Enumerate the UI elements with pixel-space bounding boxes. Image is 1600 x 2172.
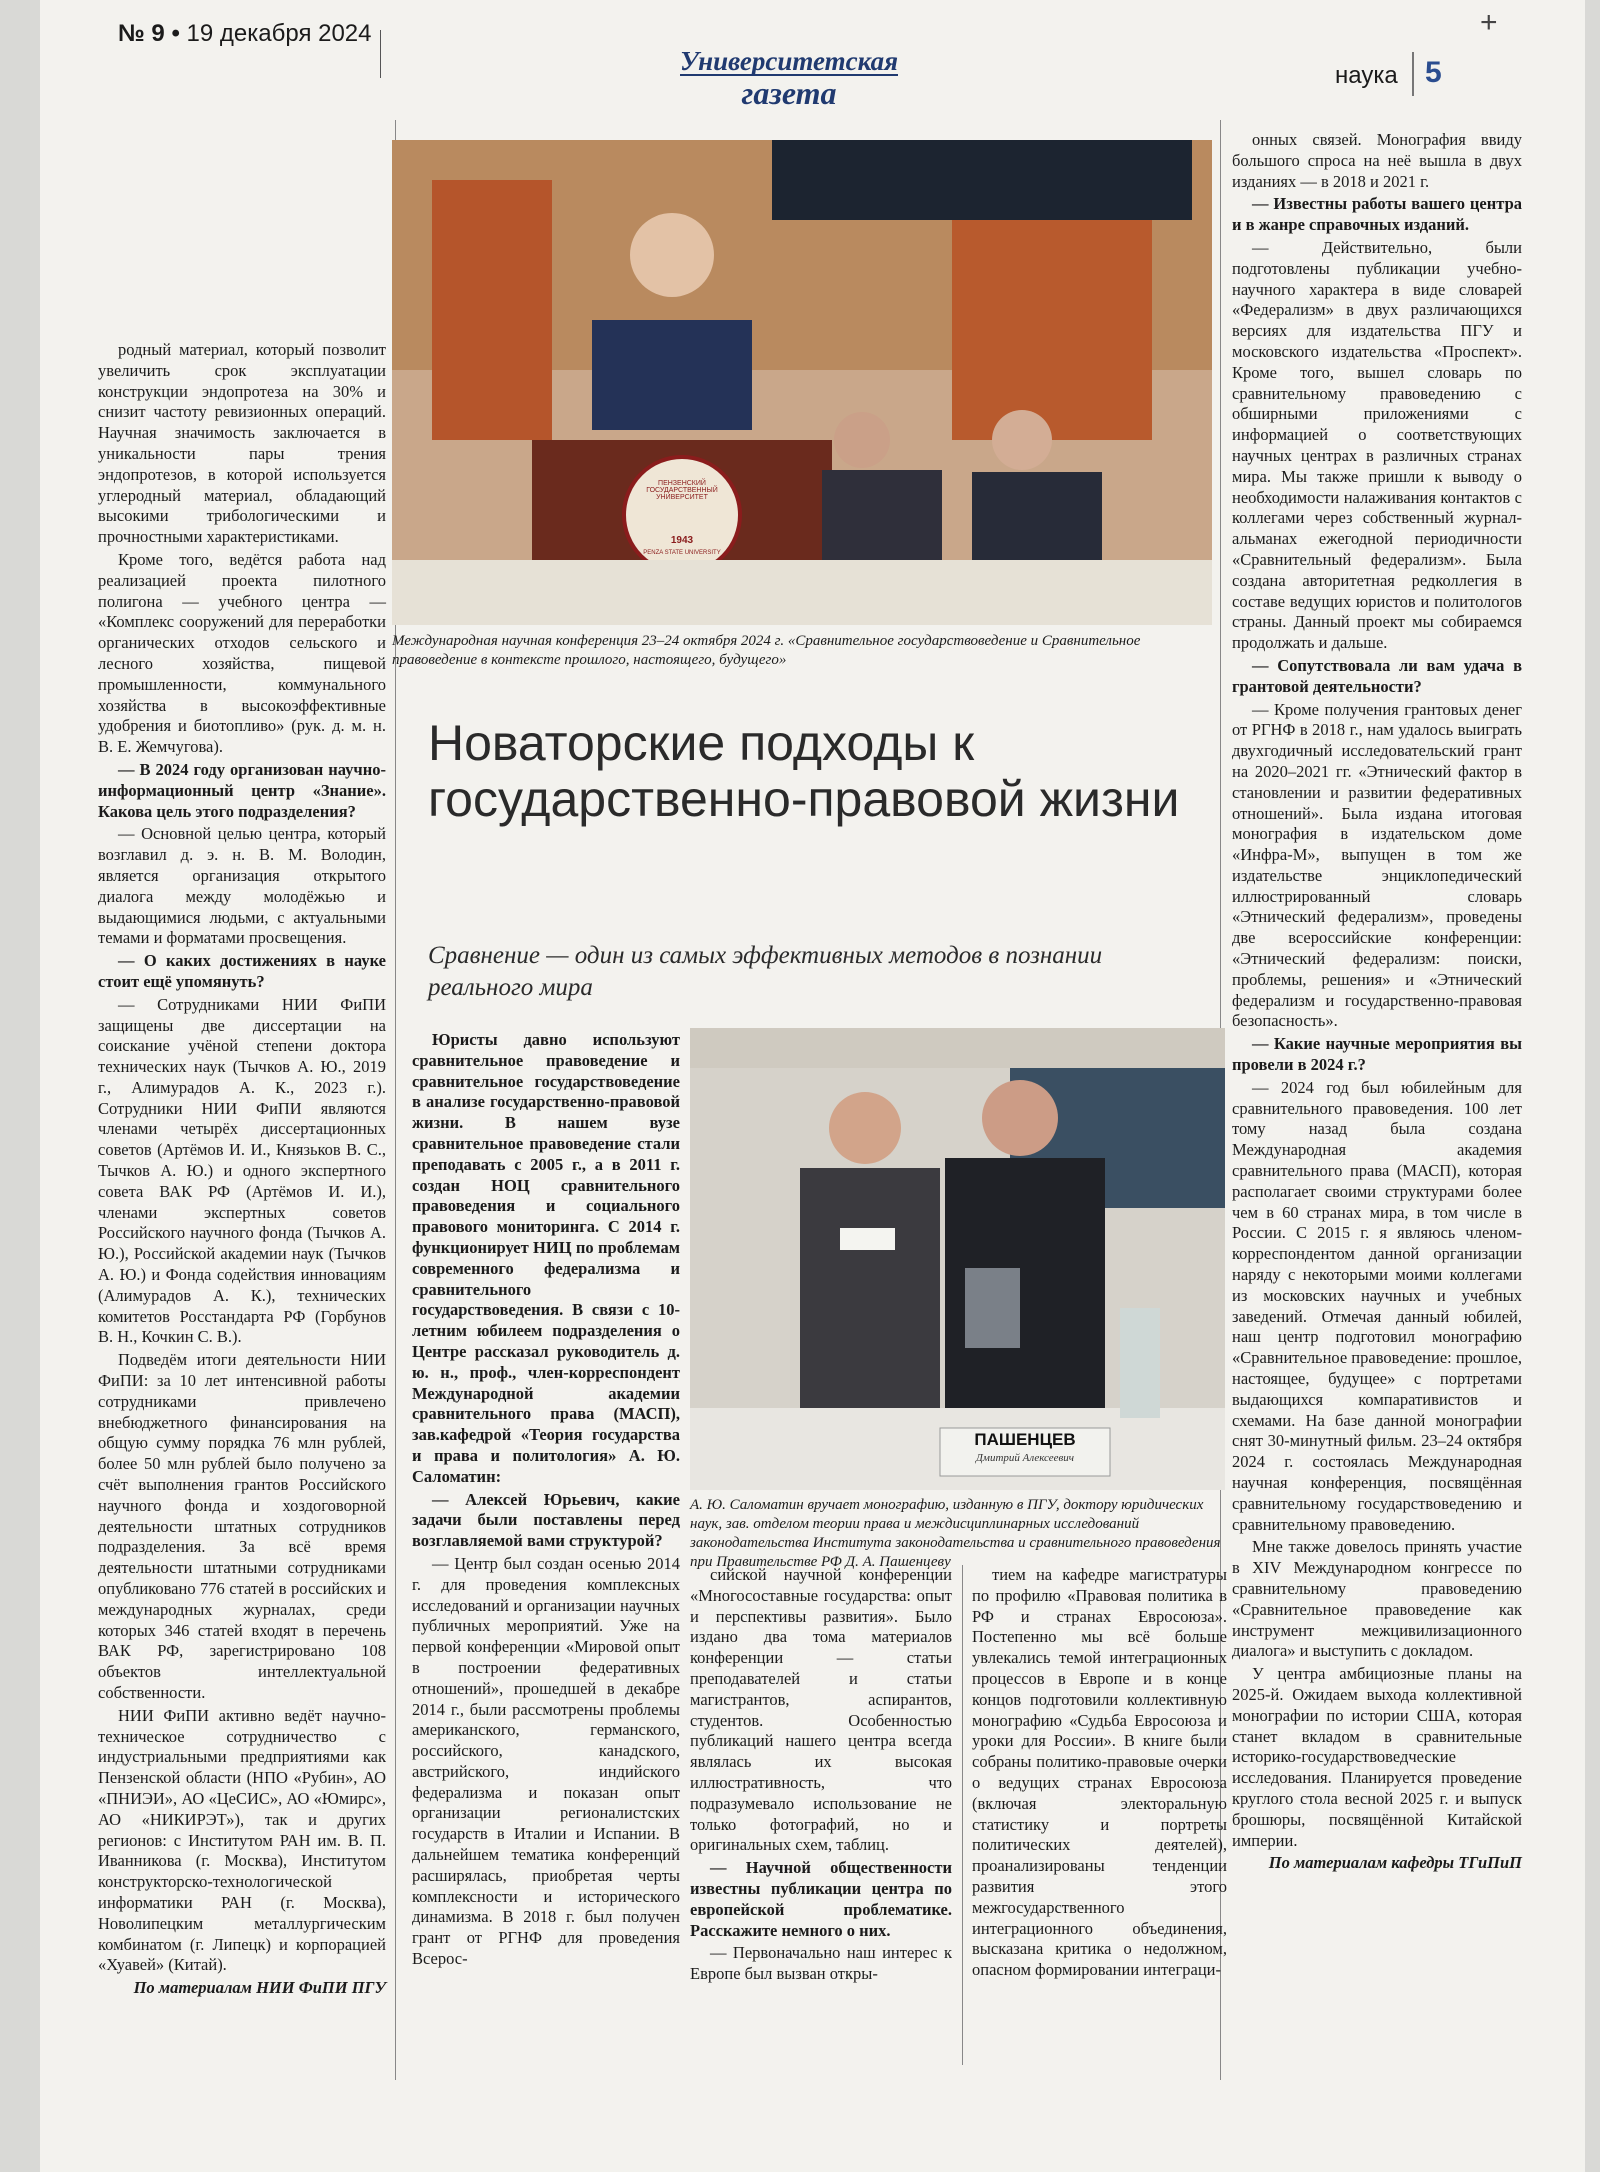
plus-mark-icon: + (1480, 6, 1498, 39)
header-divider (380, 30, 381, 78)
paragraph: — Действительно, были подготовлены публикации учебно-научного характера в виде словарей «Федерализм» в двух различающихся версиях для издательства ПГУ и московского издательства «Проспект». Кроме того, вышел словарь по сравнительному правоведению с обширными приложениями с информацией о соответствующих научных центрах в различных странах мира. Мы также пришли к выводу о необходимости налаживания контактов с коллегами через собственный журнал-альманах ежегодной периодичности «Сравнительный федерализм». Была создана авторитетная редколлегия в составе ведущих юристов и политологов страны. Данный проект мы собираемся продолжать и дальше. (1232, 237, 1522, 653)
nameplate-surname: ПАШЕНЦЕВ (974, 1430, 1076, 1449)
paragraph: сийской научной конференции «Многосоставные государства: опыт и перспективы развития». Было издано два тома материалов конференции — статьи преподавателей и статьи магистрантов, аспирантов, студентов. Особенностью публикаций нашего центра всегда являлась их высокая иллюстративность, что подразумевало использование не только фотографий, но и оригинальных схем, таблиц. (690, 1565, 952, 1855)
conference-photo (392, 140, 1212, 625)
column-divider (962, 1565, 963, 2065)
masthead-line1: Университетская (680, 46, 899, 76)
paragraph: — Центр был создан осенью 2014 г. для проведения комплексных исследований и организации научных публичных мероприятий. Уже на первой конференции «Мировой опыт в построении федеративных отношений», прошедшей в декабре 2014 г., были рассмотрены проблемы американского, германского, российского, канадского, австрийского, индийского федерализма и показан опыт организации регионалистских государств в Италии и Испании. В дальнейшем тематика конференций расширялась, приобретая черты комплексности и исторического динамизма. В 2018 г. был получен грант от РГНФ для проведения Всерос- (412, 1553, 680, 1969)
paragraph: Подведём итоги деятельности НИИ ФиПИ: за 10 лет интенсивной работы сотрудниками привлечено внебюджетного финансирования на общую сумму порядка 76 млн рублей, более 50 млн рублей было получено за счёт выполнения грантов Российского научного фонда и хоздоговорной деятельности штатных сотрудников подразделения. За всё время деятельности штатными сотрудниками опубликовано 776 статей в российских и международных журналах, среди которых 346 статей входят в перечень ВАК РФ, зарегистрировано 108 объектов интеллектуальной собственности. (98, 1350, 386, 1702)
seal-english: PENZA STATE UNIVERSITY (643, 550, 721, 556)
left-column (98, 340, 386, 2001)
issue-header (118, 20, 372, 48)
masthead (680, 46, 899, 111)
paragraph: родный материал, который позволит увеличить срок эксплуатации конструкции эндопротеза на 30% и снизит частоту ревизионных операций. Научная значимость заключается в уникальности пары трения эндопротезов, в которой используется углеродный материал, обладающий высокими трибологическими и прочностными характеристиками. (98, 340, 386, 547)
paragraph: — Известны работы вашего центра и в жанре справочных изданий. (1232, 194, 1522, 235)
seal-title: ПЕНЗЕНСКИЙ ГОСУДАРСТВЕННЫЙ УНИВЕРСИТЕТ (646, 480, 718, 501)
paragraph: — Сотрудниками НИИ ФиПИ защищены две диссертации на соискание учёной степени доктора технических наук (Тычков А. Ю., 2019 г., Алимурадов А. К., 2023 г.). Сотрудники НИИ ФиПИ являются членами четырёх диссертационных советов (Артёмов И. И., Князьков В. С., Тычков А. Ю.) и одного экспертного совета ВАК РФ (Артёмов И. И.), членами экспертных советов Российского научного фонда (Тычков А. Ю.), Российской академии наук (Тычков А. Ю.) и Фонда содействия инновациям (Алимурадов А. К.), технических комитетов Росстандарта РФ (Горбунов В. Н., Кочкин С. В.). (98, 994, 386, 1347)
page-number: 5 (1425, 56, 1442, 89)
paragraph: — Сопутствовала ли вам удача в грантовой деятельности? (1232, 655, 1522, 696)
middle-column-a (690, 1565, 952, 1987)
paragraph: — Алексей Юрьевич, какие задачи были поставлены перед возглавляемой вами структурой? (412, 1489, 680, 1551)
paragraph: — 2024 год был юбилейным для сравнительного правоведения. 100 лет тому назад была создана Международная академия сравнительного права (МАСП), которая располагает своими структурами более чем в 60 странах мира, в том числе в России. С 2015 г. я являюсь членом-корреспондентом данной организации наряду с некоторыми моими коллегами из московских научных и учебных заведений. Отмечая данный юбилей, наш центр подготовил монографию «Сравнительное правоведение: прошлое, настоящее, будущее» с портретами выдающихся компаративистов и схемами. На базе данной монографии снят 30-минутный фильм. 23–24 октября 2024 г. состоялась Международная научная конференция, посвящённая сравнительному государствоведению и сравнительному правоведению. (1232, 1077, 1523, 1534)
issue-date: 19 декабря 2024 (186, 20, 372, 47)
intro-column (412, 1030, 680, 1972)
paragraph: Мне также довелось принять участие в XIV Международном конгрессе по сравнительному правоведению «Сравнительное правоведение как инструмент межцивилизационного диалога» и выступить с докладом. (1232, 1537, 1522, 1661)
paragraph: — В 2024 году организован научно-информационный центр «Знание». Какова цель этого подразделения? (98, 759, 386, 821)
paragraph: Кроме того, ведётся работа над реализацией проекта пилотного полигона — учебного центра — «Комплекс сооружений для переработки органических отходов сельского и лесного хозяйства, пищевой промышленности, коммунального хозяйства в высокоэффективные удобрения и биотопливо» (рук. д. м. н. В. Е. Жемчугова). (98, 549, 386, 757)
paragraph: У центра амбициозные планы на 2025-й. Ожидаем выхода коллективной монографии по истории США, которая станет вкладом в сравнительные историко-государствоведческие исследования. Планируется проведение круглого стола весной 2025 г. и выпуск брошюры, посвящённой Китайской империи. (1232, 1664, 1522, 1850)
paragraph: — Какие научные мероприятия вы провели в 2024 г.? (1232, 1034, 1522, 1075)
paragraph: онных связей. Монография ввиду большого спроса на неё вышла в двух изданиях — в 2018 и 2021 г. (1232, 130, 1522, 191)
newspaper-page (40, 0, 1585, 2172)
article-subhead: Сравнение — один из самых эффективных методов в познании реального мира (428, 942, 1103, 1001)
handover-photo (690, 1028, 1225, 1490)
handover-photo-caption: А. Ю. Саломатин вручает монографию, изданную в ПГУ, доктору юридических наук, зав. отделом теории права и междисциплинарных исследований законодательства Института законодательства и сравнительного правоведения при Правительстве РФ Д. А. Пашенцеву (690, 1497, 1221, 1570)
paragraph: тием на кафедре магистратуры по профилю «Правовая политика в РФ и странах Евросоюза». Постепенно мы всё больше увлекались темой интеграционных процессов в Европе и в конце концов подготовили коллективную монографию «Судьба Евросоюза и уроки для России». В книге были собраны политико-правовые очерки о ведущих странах Евросоюза (включая электоральную статистику и портреты политических деятелей), проанализированы тенденции развития этого межгосударственного интеграционного объединения, высказана критика о недолжном, опасном формировании интеграци- (972, 1565, 1227, 1980)
paragraph: Юристы давно используют сравнительное правоведение и сравнительное государствоведение в анализе государственно-правовой жизни. В нашем вузе сравнительное правоведение стали преподавать с 2005 г., а в 2011 г. создан НОЦ сравнительного правоведения и социального правового мониторинга. С 2014 г. функционирует НИЦ по проблемам современного федерализма и сравнительного государствоведения. В связи с 10-летним юбилеем подразделения о Центре рассказал руководитель д. ю. н., проф., член-корреспондент Международной академии сравнительного права (МАСП), зав.кафедрой «Теория государства и права и политология» А. Ю. Саломатин: (412, 1030, 680, 1486)
handover-photo-drawing (690, 1028, 1225, 1490)
paragraph: — Кроме получения грантовых денег от РГНФ в 2018 г., нам удалось выиграть двухгодичный исследовательский грант на 2020–2021 гг. «Этнический фактор в становлении и развитии федеративных отношений». Была издана итоговая монография в издательском доме «Инфра-М», выпущен в том же издательстве энциклопедический иллюстрированный словарь «Этнический федерализм», проведены две всероссийские конференции: «Этнический федерализм: поиски, проблемы, решения» и «Этнический федерализм и государственно-правовая безопасность». (1232, 699, 1522, 1031)
section-label: наука (1335, 62, 1398, 89)
middle-column-b (972, 1565, 1227, 1983)
article-headline: Новаторские подходы к государственно-правовой жизни (428, 715, 1180, 827)
nameplate-name: Дмитрий Алексеевич (975, 1452, 1075, 1464)
paragraph: НИИ ФиПИ активно ведёт научно-техническое сотрудничество с индустриальными предприятиями как Пензенской области (НПО «Рубин», АО «ПНИЭИ», АО «ЦеСИС», АО «Юмирс», АО «НИКИРЭТ»), так и других регионов: с Институтом РАН им. В. П. Иванникова (г. Москва), Институтом конструкторско-технологической информатики РАН (г. Москва), Новолипецким металлургическим комбинатом (г. Липецк) и корпорацией «Хуавей» (Китай). (98, 1705, 386, 1975)
paragraph: По материалам кафедры ТГиПиП (1268, 1853, 1522, 1873)
right-column (1232, 130, 1522, 1876)
issue-number: № 9 (118, 20, 165, 47)
paragraph: — Первоначально наш интерес к Европе был вызван откры- (690, 1943, 952, 1984)
paragraph: — Основной целью центра, который возглавил д. э. н. В. М. Володин, является организация открытого диалога между молодёжью и выдающимися людьми, с актуальными темами и форматами просвещения. (98, 824, 386, 948)
issue-bullet: • (171, 20, 180, 47)
conference-photo-drawing (392, 140, 1212, 625)
paragraph: По материалам НИИ ФиПИ ПГУ (133, 1978, 386, 1998)
section-divider (1412, 52, 1414, 96)
seal-year: 1943 (670, 535, 694, 546)
paragraph: — О каких достижениях в науке стоит ещё упомянуть? (98, 951, 386, 991)
masthead-line2: газета (680, 74, 898, 108)
paragraph: — Научной общественности известны публикации центра по европейской проблематике. Расскажите немного о них. (690, 1858, 952, 1940)
conference-photo-caption: Международная научная конференция 23–24 октября 2024 г. «Сравнительное государствоведение и Сравнительное правоведение в контексте прошлого, настоящего, будущего» (392, 633, 1141, 668)
